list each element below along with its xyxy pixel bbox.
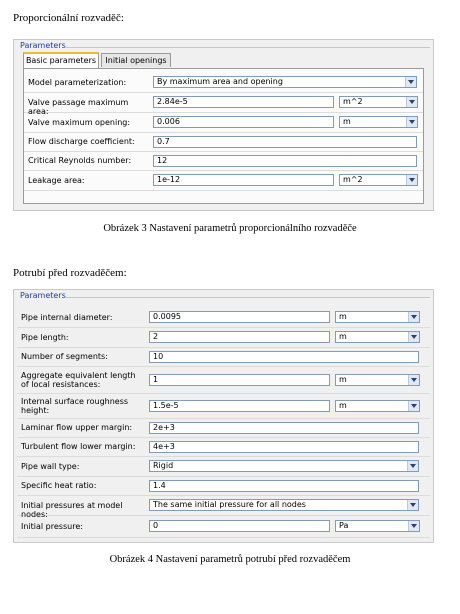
param-label: Valve maximum opening: [28, 118, 131, 127]
pipe-parameters-panel [13, 289, 434, 543]
section-heading-valve: Proporcionální rozvaděč: [13, 12, 124, 24]
param-row-flow-discharge-coefficient [24, 132, 423, 152]
param-row-valve-passage-maximum-area [24, 92, 423, 116]
param-row-critical-reynolds-number [24, 151, 423, 171]
param-input[interactable]: 0.006 [153, 116, 334, 128]
param-label: Pipe internal diameter: [21, 313, 113, 322]
param-input[interactable]: 2.84e-5 [153, 96, 334, 108]
param-input[interactable]: 12 [153, 155, 417, 167]
param-select[interactable]: The same initial pressure for all nodes [149, 499, 419, 511]
chevron-down-icon[interactable] [408, 521, 419, 531]
tab-initial-openings[interactable]: Initial openings [101, 53, 171, 67]
param-input[interactable]: 2e+3 [149, 422, 419, 434]
param-label: Flow discharge coefficient: [28, 137, 135, 146]
param-input[interactable]: 1 [149, 374, 330, 386]
figure-caption-4: Obrázek 4 Nastavení parametrů potrubí před rozvaděčem [109, 554, 351, 565]
unit-select[interactable]: m [335, 400, 420, 412]
param-label: Initial pressure: [21, 522, 83, 531]
param-row-model-parameterization [24, 72, 423, 93]
param-input[interactable]: 2 [149, 331, 330, 343]
param-input[interactable]: 0.7 [153, 136, 417, 148]
chevron-down-icon[interactable] [408, 401, 419, 411]
param-row-pipe-wall-type [17, 456, 430, 477]
param-row-laminar-flow-upper-margin [17, 418, 430, 438]
param-label: Turbulent flow lower margin: [21, 442, 136, 451]
chevron-down-icon[interactable] [406, 117, 417, 127]
param-select[interactable]: By maximum area and opening [153, 76, 417, 88]
param-input[interactable]: 1.5e-5 [149, 400, 330, 412]
chevron-down-icon[interactable] [406, 97, 417, 107]
param-row-initial-pressure [17, 515, 430, 538]
chevron-down-icon[interactable] [408, 332, 419, 342]
param-label: Pipe length: [21, 333, 69, 342]
panel-title: Parameters [20, 291, 66, 300]
param-label: Leakage area: [28, 176, 85, 185]
param-row-aggregate-equivalent-length-of-local-resistances [17, 366, 430, 394]
param-label: Initial pressures at model nodes: [21, 501, 123, 519]
param-label: Internal surface roughness height: [21, 397, 129, 415]
param-label: Specific heat ratio: [21, 481, 97, 490]
param-label: Number of segments: [21, 352, 108, 361]
valve-parameters-panel [13, 39, 434, 211]
param-input[interactable]: 4e+3 [149, 441, 419, 453]
param-row-internal-surface-roughness-height [17, 393, 430, 419]
param-label: Critical Reynolds number: [28, 156, 132, 165]
param-row-turbulent-flow-lower-margin [17, 437, 430, 457]
tab-basic-parameters[interactable]: Basic parameters [23, 52, 99, 68]
param-row-specific-heat-ratio [17, 476, 430, 496]
unit-select[interactable]: m [335, 311, 420, 323]
param-label: Aggregate equivalent length of local resistances: [21, 371, 136, 389]
figure-caption-3: Obrázek 3 Nastavení parametrů proporcionálního rozvaděče [103, 223, 357, 234]
section-heading-pipe: Potrubí před rozvaděčem: [13, 267, 127, 279]
param-label: Pipe wall type: [21, 462, 80, 471]
param-row-pipe-length [17, 327, 430, 348]
param-row-valve-maximum-opening [24, 112, 423, 133]
param-row-number-of-segments [17, 347, 430, 367]
param-label: Valve passage maximum area: [28, 98, 129, 116]
chevron-down-icon[interactable] [407, 461, 418, 471]
unit-select[interactable]: m^2 [339, 96, 418, 108]
chevron-down-icon[interactable] [408, 375, 419, 385]
chevron-down-icon[interactable] [408, 312, 419, 322]
param-input[interactable]: 1.4 [149, 480, 419, 492]
param-label: Model parameterization: [28, 78, 127, 87]
param-input[interactable]: 0.0095 [149, 311, 330, 323]
panel-title: Parameters [20, 41, 66, 50]
unit-select[interactable]: Pa [335, 520, 420, 532]
pipe-parameters-content [17, 304, 430, 539]
group-border [66, 47, 430, 48]
group-border [66, 297, 430, 298]
unit-select[interactable]: m [335, 331, 420, 343]
param-input[interactable]: 0 [149, 520, 330, 532]
chevron-down-icon[interactable] [405, 77, 416, 87]
param-input[interactable]: 10 [149, 351, 419, 363]
param-input[interactable]: 1e-12 [153, 174, 334, 186]
unit-select[interactable]: m [339, 116, 418, 128]
basic-parameters-content [23, 68, 424, 204]
unit-select[interactable]: m [335, 374, 420, 386]
chevron-down-icon[interactable] [407, 500, 418, 510]
chevron-down-icon[interactable] [406, 175, 417, 185]
unit-select[interactable]: m^2 [339, 174, 418, 186]
param-row-pipe-internal-diameter [17, 307, 430, 328]
param-label: Laminar flow upper margin: [21, 423, 133, 432]
param-row-leakage-area [24, 170, 423, 191]
param-row-initial-pressures-at-model-nodes [17, 495, 430, 519]
param-select[interactable]: Rigid [149, 460, 419, 472]
